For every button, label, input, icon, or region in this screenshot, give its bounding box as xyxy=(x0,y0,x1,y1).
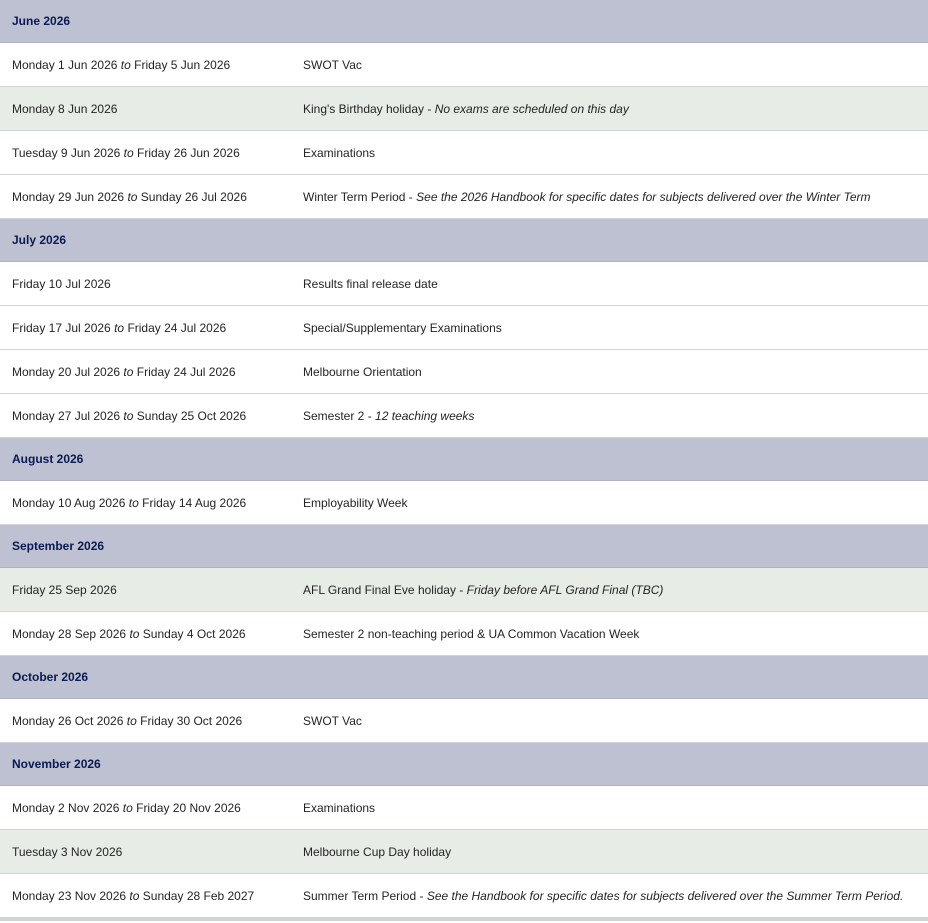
event-row xyxy=(0,306,928,350)
date-range-separator: to xyxy=(114,320,125,335)
event-title: SWOT Vac xyxy=(303,713,362,728)
date-range-separator: to xyxy=(120,57,131,72)
date-cell xyxy=(0,714,303,728)
start-date: Friday 17 Jul 2026 xyxy=(12,320,111,335)
description-cell xyxy=(303,58,928,72)
event-row xyxy=(0,481,928,525)
start-date: Friday 10 Jul 2026 xyxy=(12,276,111,291)
start-date: Monday 23 Nov 2026 xyxy=(12,888,127,903)
holiday-row xyxy=(0,568,928,612)
date-cell xyxy=(0,190,303,204)
event-row xyxy=(0,262,928,306)
date-cell xyxy=(0,102,303,116)
month-header: June 2026 xyxy=(0,0,928,43)
event-row xyxy=(0,612,928,656)
date-range-separator: to xyxy=(126,713,137,728)
event-note: Friday before AFL Grand Final (TBC) xyxy=(466,582,664,597)
end-date: Friday 14 Aug 2026 xyxy=(142,495,247,510)
month-header: August 2026 xyxy=(0,438,928,481)
start-date: Monday 27 Jul 2026 xyxy=(12,408,121,423)
event-title: Melbourne Orientation xyxy=(303,364,422,379)
event-title: AFL Grand Final Eve holiday - xyxy=(303,582,467,597)
date-range-separator: to xyxy=(129,626,140,641)
description-cell xyxy=(303,277,928,291)
event-row xyxy=(0,786,928,830)
start-date: Friday 25 Sep 2026 xyxy=(12,582,117,597)
end-date: Friday 20 Nov 2026 xyxy=(136,800,241,815)
month-header: July 2026 xyxy=(0,219,928,262)
event-title: Winter Term Period - xyxy=(303,189,417,204)
start-date: Monday 2 Nov 2026 xyxy=(12,800,120,815)
event-title: Melbourne Cup Day holiday xyxy=(303,844,452,859)
date-cell xyxy=(0,146,303,160)
date-range-separator: to xyxy=(129,888,140,903)
holiday-row xyxy=(0,830,928,874)
start-date: Monday 29 Jun 2026 xyxy=(12,189,125,204)
date-cell xyxy=(0,365,303,379)
description-cell xyxy=(303,102,928,116)
end-date: Friday 24 Jul 2026 xyxy=(127,320,227,335)
date-cell xyxy=(0,583,303,597)
event-title: Special/Supplementary Examinations xyxy=(303,320,502,335)
date-cell xyxy=(0,845,303,859)
event-title: King's Birthday holiday - xyxy=(303,101,435,116)
description-cell xyxy=(303,409,928,423)
date-cell xyxy=(0,409,303,423)
event-row xyxy=(0,131,928,175)
description-cell xyxy=(303,845,928,859)
event-title: Examinations xyxy=(303,145,376,160)
calendar-bottom-border xyxy=(0,918,928,921)
date-range-separator: to xyxy=(128,495,139,510)
event-note: No exams are scheduled on this day xyxy=(434,101,629,116)
description-cell xyxy=(303,714,928,728)
event-row xyxy=(0,350,928,394)
event-row xyxy=(0,43,928,87)
description-cell xyxy=(303,321,928,335)
event-title: Semester 2 - xyxy=(303,408,376,423)
end-date: Sunday 25 Oct 2026 xyxy=(136,408,247,423)
event-note: See the 2026 Handbook for specific dates for subjects delivered over the Winter Term xyxy=(416,189,871,204)
event-row xyxy=(0,699,928,743)
month-header: September 2026 xyxy=(0,525,928,568)
month-header: November 2026 xyxy=(0,743,928,786)
event-title: SWOT Vac xyxy=(303,57,362,72)
holiday-row xyxy=(0,87,928,131)
event-note: 12 teaching weeks xyxy=(375,408,475,423)
description-cell xyxy=(303,889,928,903)
start-date: Tuesday 3 Nov 2026 xyxy=(12,844,123,859)
date-cell xyxy=(0,321,303,335)
description-cell xyxy=(303,146,928,160)
date-range-separator: to xyxy=(122,800,133,815)
date-range-separator: to xyxy=(123,145,134,160)
end-date: Sunday 4 Oct 2026 xyxy=(142,626,246,641)
description-cell xyxy=(303,365,928,379)
end-date: Friday 26 Jun 2026 xyxy=(137,145,240,160)
end-date: Friday 30 Oct 2026 xyxy=(140,713,243,728)
description-cell xyxy=(303,627,928,641)
date-range-separator: to xyxy=(123,364,134,379)
description-cell xyxy=(303,190,928,204)
date-cell xyxy=(0,889,303,903)
end-date: Friday 5 Jun 2026 xyxy=(134,57,231,72)
event-title: Summer Term Period - xyxy=(303,888,427,903)
event-row xyxy=(0,394,928,438)
description-cell xyxy=(303,496,928,510)
event-title: Results final release date xyxy=(303,276,438,291)
start-date: Monday 26 Oct 2026 xyxy=(12,713,124,728)
start-date: Monday 10 Aug 2026 xyxy=(12,495,126,510)
end-date: Friday 24 Jul 2026 xyxy=(136,364,236,379)
start-date: Monday 28 Sep 2026 xyxy=(12,626,127,641)
event-row xyxy=(0,874,928,918)
date-cell xyxy=(0,801,303,815)
start-date: Monday 20 Jul 2026 xyxy=(12,364,121,379)
date-cell xyxy=(0,277,303,291)
date-cell xyxy=(0,58,303,72)
date-range-separator: to xyxy=(123,408,134,423)
event-title: Semester 2 non-teaching period & UA Common Vacation Week xyxy=(303,626,640,641)
start-date: Monday 8 Jun 2026 xyxy=(12,101,118,116)
date-cell xyxy=(0,496,303,510)
event-row xyxy=(0,175,928,219)
month-header: October 2026 xyxy=(0,656,928,699)
date-range-separator: to xyxy=(127,189,138,204)
description-cell xyxy=(303,801,928,815)
event-title: Examinations xyxy=(303,800,376,815)
event-note: See the Handbook for specific dates for subjects delivered over the Summer Term Period. xyxy=(426,888,904,903)
start-date: Tuesday 9 Jun 2026 xyxy=(12,145,121,160)
end-date: Sunday 28 Feb 2027 xyxy=(142,888,255,903)
description-cell xyxy=(303,583,928,597)
event-title: Employability Week xyxy=(303,495,408,510)
date-cell xyxy=(0,627,303,641)
end-date: Sunday 26 Jul 2026 xyxy=(140,189,247,204)
start-date: Monday 1 Jun 2026 xyxy=(12,57,118,72)
